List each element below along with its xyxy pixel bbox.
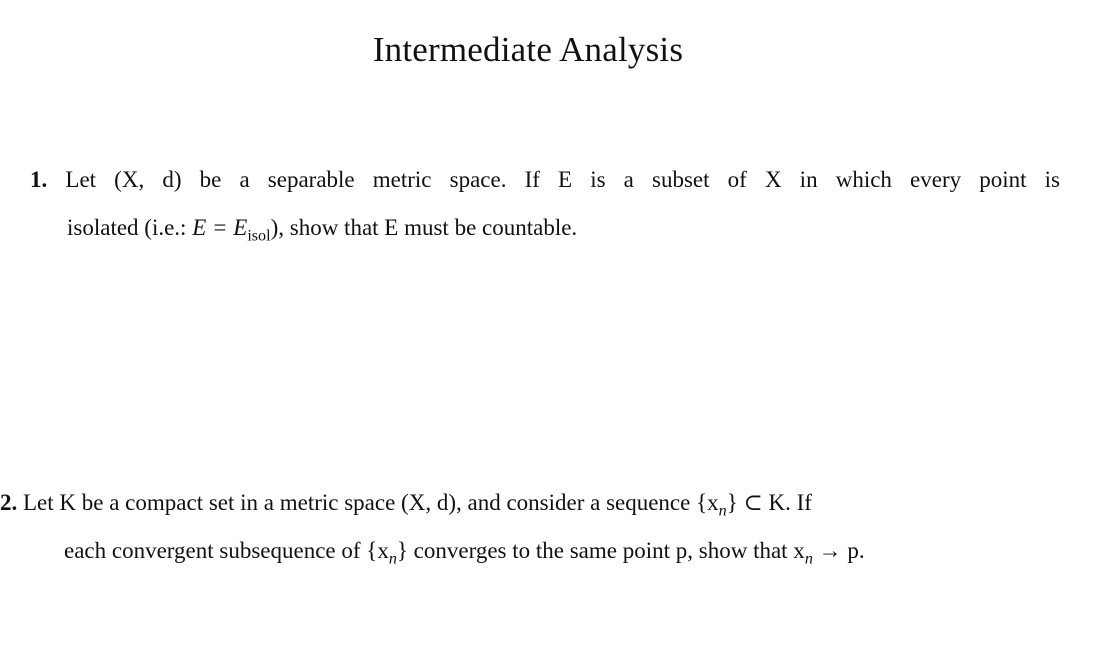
problem-1-line-1 <box>30 156 1060 204</box>
problem-text: Let K be a compact set in a metric space (X, d), and consider a sequence {x <box>23 490 719 515</box>
document-title: Intermediate Analysis <box>372 30 684 69</box>
problem-text: } converges to the same point p, show that x <box>396 538 805 563</box>
problem-1-line-2 <box>30 204 1060 252</box>
problem-number: 2. <box>0 490 18 515</box>
problem-text: each convergent subsequence of {x <box>64 538 389 563</box>
problem-2-line-2 <box>0 527 1045 575</box>
math-subscript: n <box>804 550 813 568</box>
problem-number: 1. <box>30 167 48 192</box>
problem-2-line-1 <box>0 479 1045 527</box>
math-subscript: isol <box>247 227 271 245</box>
math-expression: E = E <box>192 215 248 240</box>
problem-text: isolated (i.e.: <box>67 215 193 240</box>
problem-text: → p. <box>812 538 865 563</box>
problem-2 <box>0 479 1045 575</box>
problem-text: } ⊂ K. If <box>726 490 812 515</box>
problem-text: ), show that E must be countable. <box>270 215 578 240</box>
problem-text: Let (X, d) be a separable metric space. If E is a subset of X in which every point is <box>65 167 1061 192</box>
problem-1 <box>30 156 1060 252</box>
math-subscript: n <box>388 550 397 568</box>
math-subscript: n <box>718 502 727 520</box>
